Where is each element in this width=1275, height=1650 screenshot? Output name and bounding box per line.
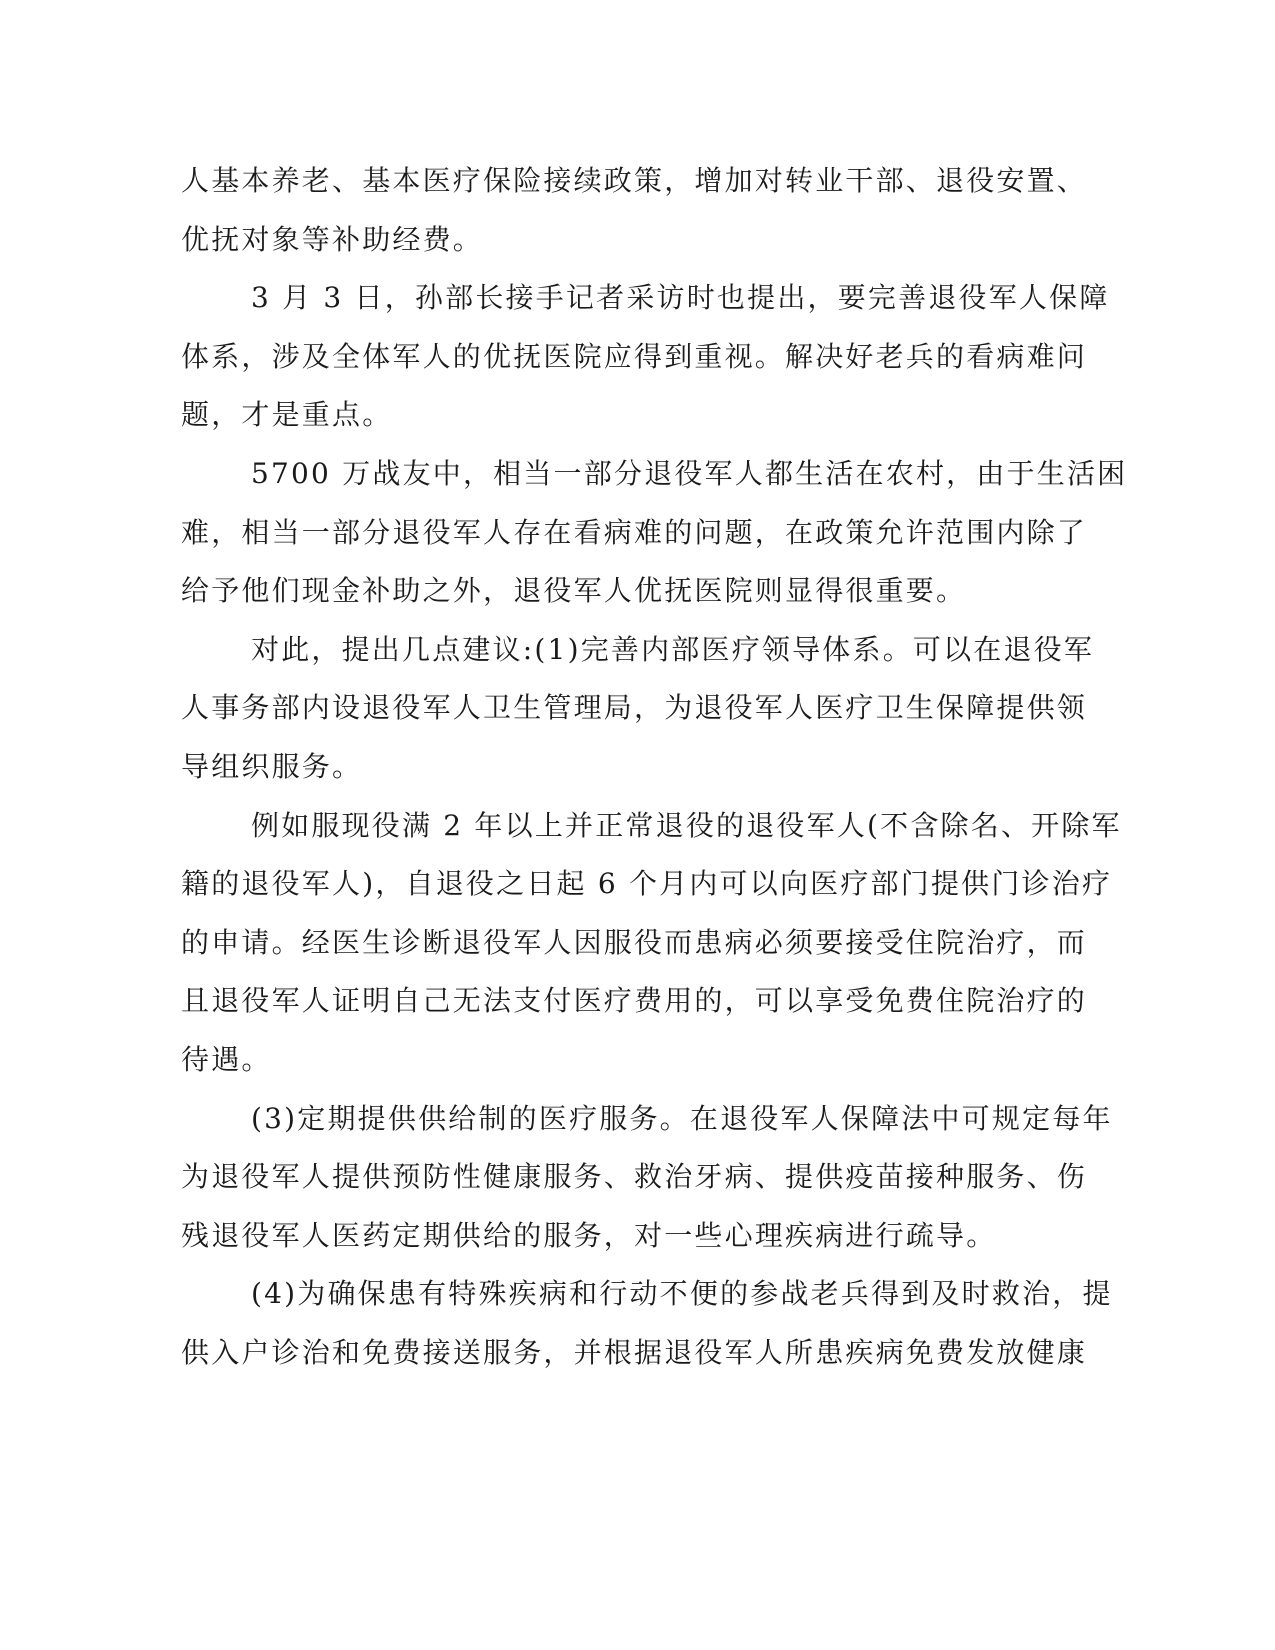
text-line: (3)定期提供供给制的医疗服务。在退役军人保障法中可规定每年 — [251, 1101, 1113, 1135]
text-line: 对此，提出几点建议:(1)完善内部医疗领导体系。可以在退役军 — [251, 632, 1095, 666]
text-line: 待遇。 — [181, 1042, 272, 1076]
text-line: (4)为确保患有特殊疾病和行动不便的参战老兵得到及时救治，提 — [251, 1277, 1113, 1311]
text-line: 为退役军人提供预防性健康服务、救治牙病、提供疫苗接种服务、伤 — [181, 1160, 1088, 1194]
text-line: 人事务部内设退役军人卫生管理局，为退役军人医疗卫生保障提供领 — [181, 691, 1088, 725]
text-line: 且退役军人证明自己无法支付医疗费用的，可以享受免费住院治疗的 — [181, 984, 1088, 1018]
text-line: 3 月 3 日，孙部长接手记者采访时也提出，要完善退役军人保障 — [251, 281, 1110, 315]
text-line: 的申请。经医生诊断退役军人因服役而患病必须要接受住院治疗，而 — [181, 925, 1088, 959]
text-line: 优抚对象等补助经费。 — [181, 222, 484, 256]
text-line: 5700 万战友中，相当一部分退役军人都生活在农村，由于生活困 — [251, 456, 1128, 490]
text-line: 供入户诊治和免费接送服务，并根据退役军人所患疾病免费发放健康 — [181, 1335, 1088, 1369]
text-line: 难，相当一部分退役军人存在看病难的问题，在政策允许范围内除了 — [181, 515, 1088, 549]
text-line: 题，才是重点。 — [181, 398, 393, 432]
text-line: 残退役军人医药定期供给的服务，对一些心理疾病进行疏导。 — [181, 1218, 997, 1252]
text-line: 例如服现役满 2 年以上并正常退役的退役军人(不含除名、开除军 — [251, 808, 1122, 842]
text-line: 体系，涉及全体军人的优抚医院应得到重视。解决好老兵的看病难问 — [181, 339, 1088, 373]
text-line: 给予他们现金补助之外，退役军人优抚医院则显得很重要。 — [181, 574, 967, 608]
text-line: 籍的退役军人)，自退役之日起 6 个月内可以向医疗部门提供门诊治疗 — [181, 867, 1113, 901]
text-line: 人基本养老、基本医疗保险接续政策，增加对转业干部、退役安置、 — [181, 164, 1088, 197]
document-body — [181, 152, 1128, 1382]
text-line: 导组织服务。 — [181, 749, 363, 783]
